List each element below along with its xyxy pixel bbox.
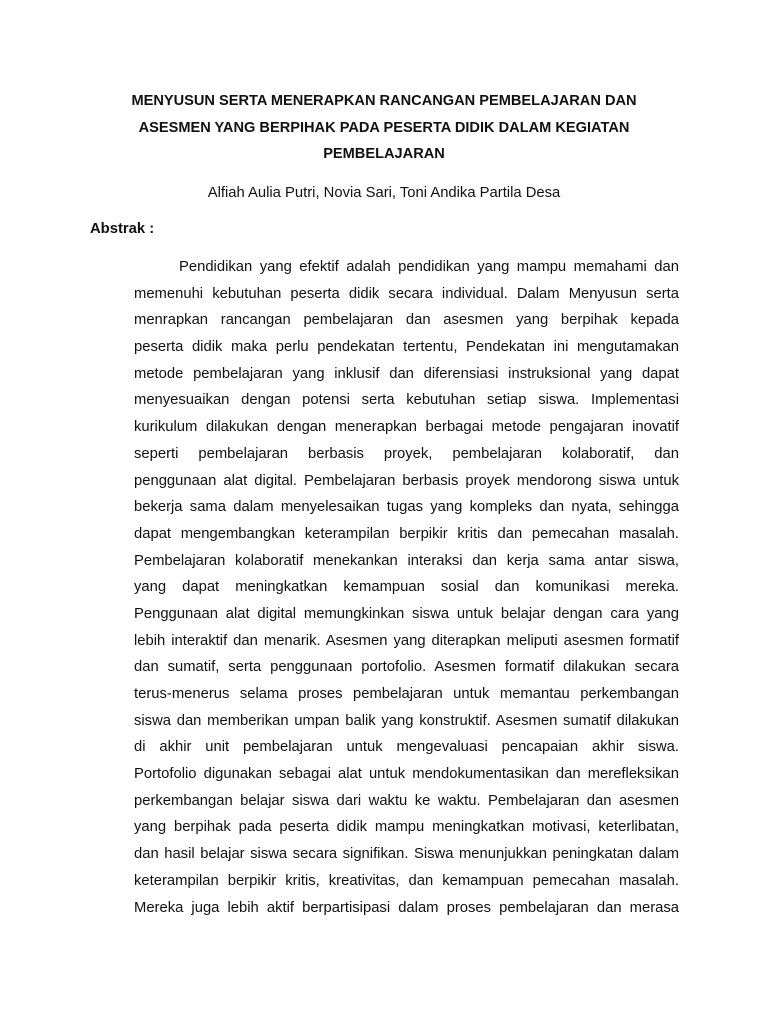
abstract-line: bekerja sama dalam menyelesaikan tugas yang kompleks dan nyata, sehingga [134, 499, 679, 516]
abstract-line: terus-menerus selama proses pembelajaran untuk memantau perkembangan [134, 686, 679, 702]
abstract-line: kurikulum dilakukan dengan menerapkan berbagai metode pengajaran inovatif [134, 419, 679, 436]
abstract-line: peserta didik maka perlu pendekatan tertentu, Pendekatan ini mengutamakan [134, 339, 679, 356]
abstract-line: lebih interaktif dan menarik. Asesmen yang diterapkan meliputi asesmen formatif [134, 632, 679, 649]
abstract-line: memenuhi kebutuhan peserta didik secara individual. Dalam Menyusun serta [134, 285, 679, 302]
abstract-line: seperti pembelajaran berbasis proyek, pembelajaran kolaboratif, dan [134, 445, 679, 462]
author-list: Alfiah Aulia Putri, Novia Sari, Toni Andika Partila Desa [207, 185, 561, 201]
title-line-2: ASESMEN YANG BERPIHAK PADA PESERTA DIDIK DALAM KEGIATAN [138, 119, 630, 136]
abstract-line: Penggunaan alat digital memungkinkan siswa untuk belajar dengan cara yang [134, 605, 679, 622]
title-line-3: PEMBELAJARAN [323, 146, 445, 162]
abstract-heading: Abstrak : [90, 221, 155, 237]
abstract-line: dapat mengembangkan keterampilan berpikir kritis dan pemecahan masalah. [134, 525, 679, 542]
abstract-line: Portofolio digunakan sebagai alat untuk mendokumentasikan dan merefleksikan [134, 766, 679, 783]
abstract-line: yang dapat meningkatkan kemampuan sosial dan komunikasi mereka. [134, 579, 679, 596]
abstract-line: keterampilan berpikir kritis, kreativitas, dan kemampuan pemecahan masalah. [134, 872, 679, 889]
abstract-paragraph [134, 254, 679, 921]
abstract-line: Mereka juga lebih aktif berpartisipasi dalam proses pembelajaran dan merasa [134, 899, 679, 916]
abstract-line: Pembelajaran kolaboratif menekankan interaksi dan kerja sama antar siswa, [134, 552, 679, 569]
abstract-line: siswa dan memberikan umpan balik yang konstruktif. Asesmen sumatif dilakukan [134, 712, 679, 729]
abstract-line: dan hasil belajar siswa secara signifikan. Siswa menunjukkan peningkatan dalam [134, 846, 679, 863]
paper-title [90, 88, 678, 168]
abstract-line: penggunaan alat digital. Pembelajaran berbasis proyek mendorong siswa untuk [134, 472, 679, 489]
abstract-line: di akhir unit pembelajaran untuk mengevaluasi pencapaian akhir siswa. [134, 739, 679, 756]
title-line-1: MENYUSUN SERTA MENERAPKAN RANCANGAN PEMBELAJARAN DAN [131, 93, 637, 109]
abstract-line: Pendidikan yang efektif adalah pendidikan yang mampu memahami dan [179, 259, 679, 275]
abstract-line: menrapkan rancangan pembelajaran dan asesmen yang berpihak kepada [134, 312, 679, 329]
abstract-line: dan sumatif, serta penggunaan portofolio. Asesmen formatif dilakukan secara [134, 659, 679, 676]
abstract-line: yang berpihak pada peserta didik mampu meningkatkan motivasi, keterlibatan, [134, 819, 679, 836]
abstract-line: perkembangan belajar siswa dari waktu ke waktu. Pembelajaran dan asesmen [134, 792, 679, 809]
abstract-line: menyesuaikan dengan potensi serta kebutuhan setiap siswa. Implementasi [134, 392, 679, 409]
abstract-line: metode pembelajaran yang inklusif dan diferensiasi instruksional yang dapat [134, 365, 679, 382]
